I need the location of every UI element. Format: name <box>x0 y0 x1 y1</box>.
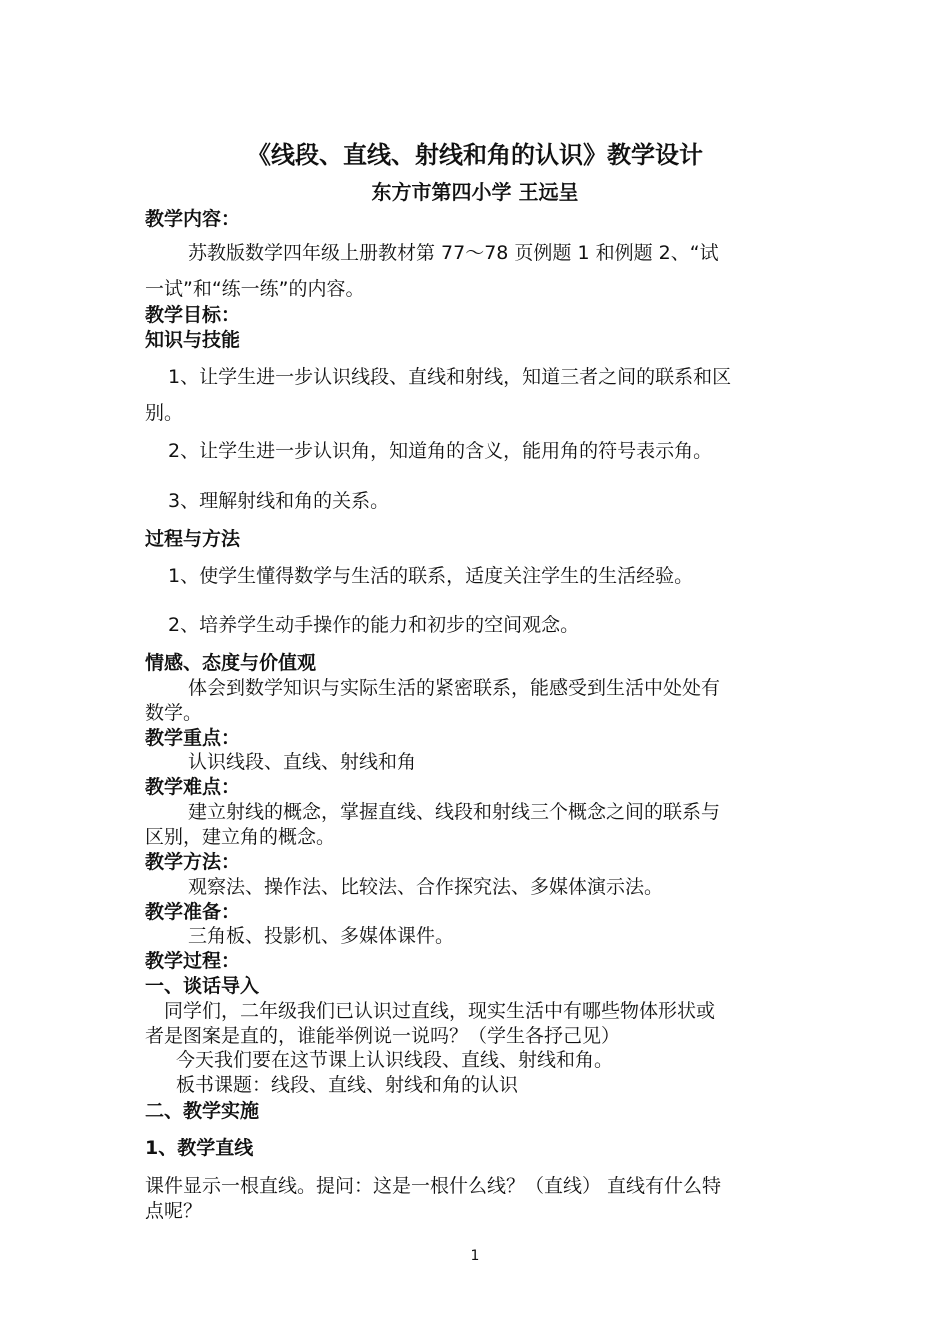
procedure-heading: 教学过程： <box>145 950 241 972</box>
emotion-heading: 情感、态度与价值观 <box>145 652 317 674</box>
difficulties-text-line: 区别，建立角的概念。 <box>145 826 336 848</box>
process-item: 2、培养学生动手操作的能力和初步的空间观念。 <box>168 614 580 636</box>
knowledge-item: 别。 <box>145 402 184 424</box>
intro-text-line: 同学们，二年级我们已认识过直线，现实生活中有哪些物体形状或 <box>164 1000 716 1022</box>
emotion-text-line: 体会到数学知识与实际生活的紧密联系，能感受到生活中处处有 <box>188 677 721 699</box>
page-number: 1 <box>470 1248 480 1264</box>
teach-line-text: 点呢？ <box>145 1200 203 1222</box>
knowledge-item: 2、让学生进一步认识角，知道角的含义，能用角的符号表示角。 <box>168 440 713 462</box>
process-heading: 过程与方法 <box>145 528 241 550</box>
content-heading: 教学内容： <box>145 208 241 230</box>
document-title: 《线段、直线、射线和角的认识》教学设计 <box>247 141 703 169</box>
methods-heading: 教学方法： <box>145 851 241 873</box>
author-byline: 东方市第四小学 王远呈 <box>371 180 579 204</box>
preparation-heading: 教学准备： <box>145 901 241 923</box>
knowledge-item: 3、理解射线和角的关系。 <box>168 490 390 512</box>
implementation-heading: 二、教学实施 <box>145 1100 260 1122</box>
content-text-line: 一试”和“练一练”的内容。 <box>145 278 365 300</box>
methods-text: 观察法、操作法、比较法、合作探究法、多媒体演示法。 <box>188 876 664 898</box>
teach-line-text: 课件显示一根直线。提问：这是一根什么线？（直线） 直线有什么特 <box>145 1175 722 1197</box>
difficulties-text-line: 建立射线的概念，掌握直线、线段和射线三个概念之间的联系与 <box>188 801 721 823</box>
intro-text-line: 板书课题：线段、直线、射线和角的认识 <box>176 1074 519 1096</box>
intro-text-line: 今天我们要在这节课上认识线段、直线、射线和角。 <box>176 1049 614 1071</box>
knowledge-heading: 知识与技能 <box>145 329 241 351</box>
key-points-text: 认识线段、直线、射线和角 <box>188 751 417 773</box>
difficulties-heading: 教学难点： <box>145 776 241 798</box>
knowledge-item: 1、让学生进一步认识线段、直线和射线，知道三者之间的联系和区 <box>168 366 732 388</box>
intro-heading: 一、谈话导入 <box>145 975 260 997</box>
preparation-text: 三角板、投影机、多媒体课件。 <box>188 925 455 947</box>
teach-line-heading: 1、教学直线 <box>145 1137 254 1159</box>
key-points-heading: 教学重点： <box>145 727 241 749</box>
goals-heading: 教学目标： <box>145 304 241 326</box>
content-text-line: 苏教版数学四年级上册教材第 77～78 页例题 1 和例题 2、“试 <box>188 242 719 264</box>
emotion-text-line: 数学。 <box>145 702 203 724</box>
process-item: 1、使学生懂得数学与生活的联系，适度关注学生的生活经验。 <box>168 565 694 587</box>
intro-text-line: 者是图案是直的，谁能举例说一说吗？（学生各抒己见） <box>145 1025 621 1047</box>
